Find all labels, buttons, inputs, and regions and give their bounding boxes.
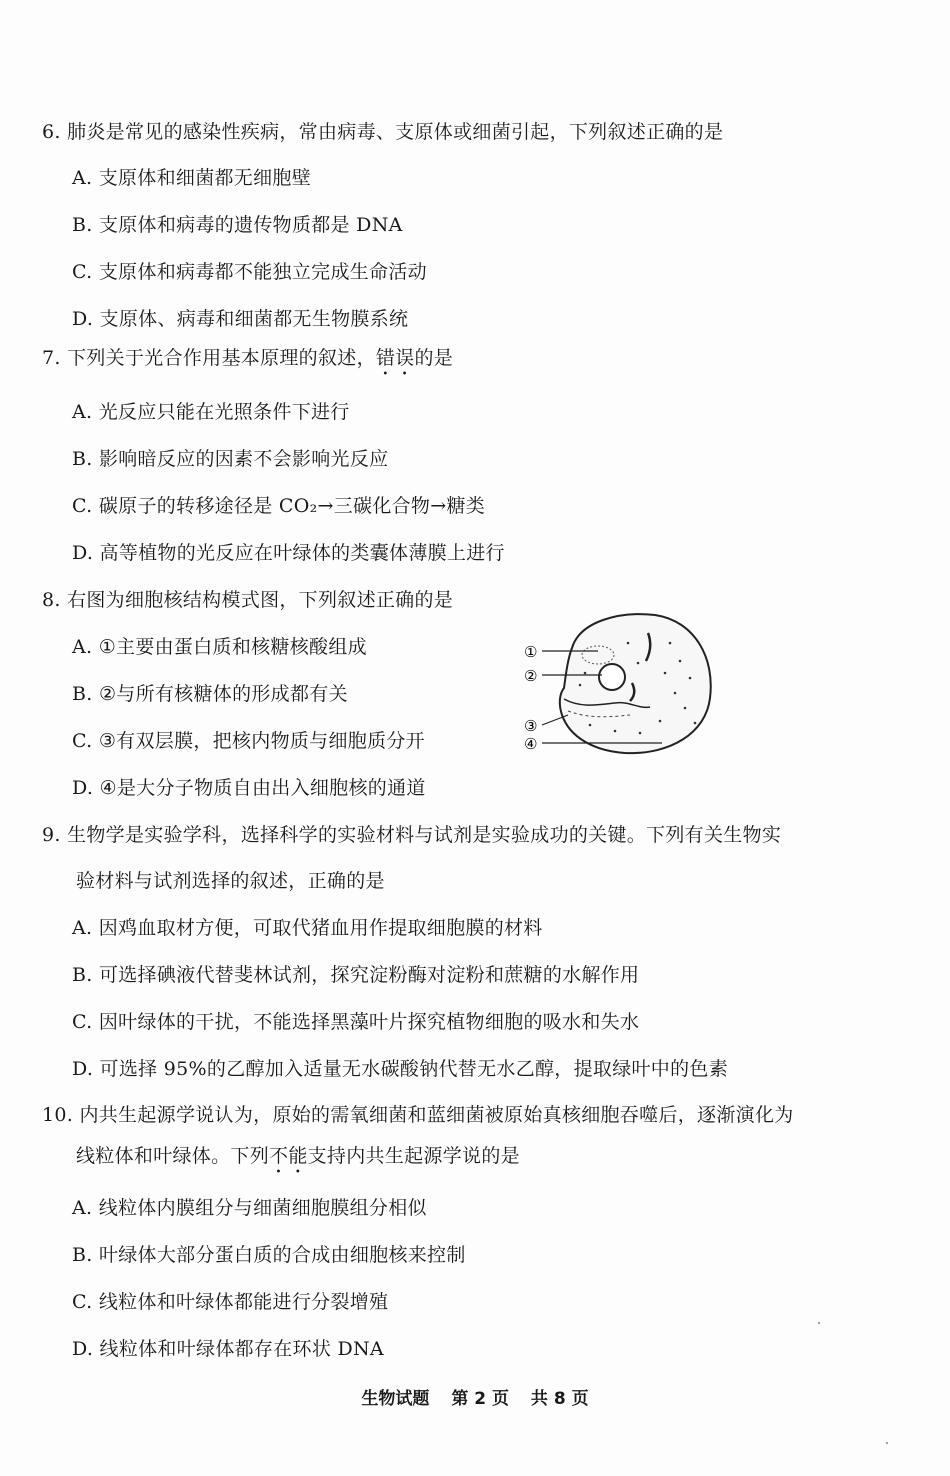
q8-option-d: D. ④是大分子物质自由出入细胞核的通道 bbox=[72, 777, 426, 799]
q7-stem-after: 的是 bbox=[414, 347, 454, 369]
footer-subject: 生物试题 bbox=[361, 1389, 430, 1409]
nucleus-structure-figure bbox=[520, 603, 720, 763]
figure-label-2: ② bbox=[524, 667, 538, 685]
nucleus-drawing bbox=[520, 603, 720, 763]
q8-option-b: B. ②与所有核糖体的形成都有关 bbox=[72, 683, 348, 705]
q9-stem-line1: 9. 生物学是实验学科，选择科学的实验材料与试剂是实验成功的关键。下列有关生物实 bbox=[42, 824, 782, 846]
q9-option-c: C. 因叶绿体的干扰，不能选择黑藻叶片探究植物细胞的吸水和失水 bbox=[72, 1011, 640, 1033]
nucleolus bbox=[599, 664, 625, 690]
figure-label-1: ① bbox=[524, 643, 538, 661]
q6-option-b: B. 支原体和病毒的遗传物质都是 DNA bbox=[72, 214, 403, 236]
q9-stem-line2: 验材料与试剂选择的叙述，正确的是 bbox=[76, 870, 385, 892]
q10-option-d: D. 线粒体和叶绿体都存在环状 DNA bbox=[72, 1338, 384, 1360]
q9-option-a: A. 因鸡血取材方便，可取代猪血用作提取细胞膜的材料 bbox=[72, 917, 543, 939]
q7-option-a: A. 光反应只能在光照条件下进行 bbox=[72, 401, 350, 423]
q8-option-a: A. ①主要由蛋白质和核糖核酸组成 bbox=[72, 636, 367, 658]
q10-stem-line2 bbox=[76, 1141, 520, 1178]
scan-speck bbox=[886, 1442, 888, 1444]
q10-option-b: B. 叶绿体大部分蛋白质的合成由细胞核来控制 bbox=[72, 1244, 466, 1266]
q10-option-a: A. 线粒体内膜组分与细菌细胞膜组分相似 bbox=[72, 1197, 427, 1219]
q10-stem-line1: 10. 内共生起源学说认为，原始的需氧细菌和蓝细菌被原始真核细胞吞噬后，逐渐演化为 bbox=[42, 1104, 794, 1126]
q7-option-c: C. 碳原子的转移途径是 CO₂→三碳化合物→糖类 bbox=[72, 495, 486, 517]
q7-stem-emphasis: 错误 bbox=[375, 347, 415, 369]
scan-speck bbox=[818, 1322, 820, 1324]
page-footer bbox=[0, 1384, 950, 1409]
q9-option-d: D. 可选择 95%的乙醇加入适量无水碳酸钠代替无水乙醇，提取绿叶中的色素 bbox=[72, 1058, 729, 1080]
q7-option-d: D. 高等植物的光反应在叶绿体的类囊体薄膜上进行 bbox=[72, 542, 505, 564]
q9-option-b: B. 可选择碘液代替斐林试剂，探究淀粉酶对淀粉和蔗糖的水解作用 bbox=[72, 964, 640, 986]
q6-stem: 6. 肺炎是常见的感染性疾病，常由病毒、支原体或细菌引起，下列叙述正确的是 bbox=[42, 121, 724, 143]
q10-stem-line2-after: 支持内共生起源学说的是 bbox=[307, 1145, 520, 1167]
q6-option-a: A. 支原体和细菌都无细胞壁 bbox=[72, 167, 312, 189]
q7-stem bbox=[42, 343, 453, 380]
footer-page-number: 第 2 页 bbox=[451, 1389, 509, 1409]
figure-label-4: ④ bbox=[524, 735, 538, 753]
q7-option-b: B. 影响暗反应的因素不会影响光反应 bbox=[72, 448, 389, 470]
q7-stem-before: 7. 下列关于光合作用基本原理的叙述， bbox=[42, 347, 376, 369]
q10-stem-line2-before: 线粒体和叶绿体。下列 bbox=[76, 1145, 270, 1167]
q10-stem-emphasis: 不能 bbox=[269, 1145, 308, 1167]
q8-stem: 8. 右图为细胞核结构模式图，下列叙述正确的是 bbox=[42, 589, 454, 611]
q8-option-c: C. ③有双层膜，把核内物质与细胞质分开 bbox=[72, 730, 425, 752]
nuclear-envelope-outline bbox=[560, 614, 711, 753]
q10-option-c: C. 线粒体和叶绿体都能进行分裂增殖 bbox=[72, 1291, 389, 1313]
figure-label-3: ③ bbox=[524, 717, 538, 735]
footer-total-pages: 共 8 页 bbox=[530, 1389, 589, 1409]
q6-option-d: D. 支原体、病毒和细菌都无生物膜系统 bbox=[72, 308, 409, 330]
q6-option-c: C. 支原体和病毒都不能独立完成生命活动 bbox=[72, 261, 427, 283]
